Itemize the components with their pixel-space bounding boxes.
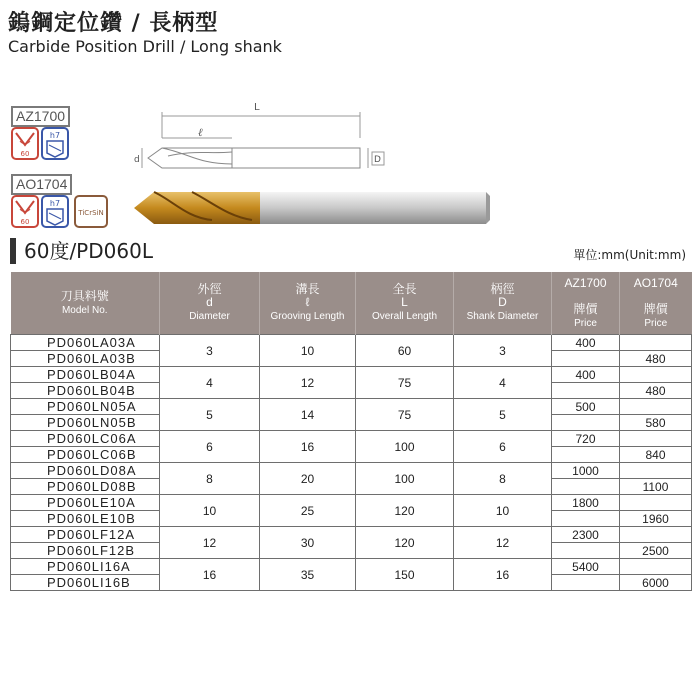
table-header-row bbox=[11, 272, 692, 335]
header-overall-length: 全長 L Overall Length bbox=[356, 272, 454, 335]
model-cell: PD060LE10B bbox=[11, 511, 160, 527]
az1700-price-cell: 720 bbox=[552, 431, 620, 447]
header-diameter: 外徑 d Diameter bbox=[160, 272, 260, 335]
table-row bbox=[11, 367, 692, 383]
diameter-cell: 10 bbox=[160, 495, 260, 527]
table-row bbox=[11, 399, 692, 415]
shank-diameter-cell: 10 bbox=[454, 495, 552, 527]
empty-cell bbox=[620, 463, 692, 479]
tolerance-icon bbox=[42, 196, 68, 227]
table-row bbox=[11, 559, 692, 575]
overall-length-cell: 100 bbox=[356, 463, 454, 495]
series-badge-ao1704: AO1704 bbox=[11, 174, 72, 195]
section-title: 60度/PD060L bbox=[24, 239, 153, 263]
empty-cell bbox=[620, 495, 692, 511]
model-cell: PD060LB04B bbox=[11, 383, 160, 399]
header-model: 刀具料號 Model No. bbox=[11, 272, 160, 335]
diameter-cell: 8 bbox=[160, 463, 260, 495]
overall-length-cell: 75 bbox=[356, 367, 454, 399]
az1700-price-cell: 2300 bbox=[552, 527, 620, 543]
model-cell: PD060LF12B bbox=[11, 543, 160, 559]
label-overall-length: L bbox=[254, 102, 260, 113]
az1700-price-cell: 400 bbox=[552, 335, 620, 351]
overall-length-cell: 120 bbox=[356, 495, 454, 527]
model-cell: PD060LC06B bbox=[11, 447, 160, 463]
svg-text:TiCrSiN: TiCrSiN bbox=[78, 209, 104, 217]
model-cell: PD060LD08A bbox=[11, 463, 160, 479]
ao1704-price-cell: 480 bbox=[620, 383, 692, 399]
model-cell: PD060LF12A bbox=[11, 527, 160, 543]
svg-text:60: 60 bbox=[20, 218, 30, 226]
empty-cell bbox=[620, 399, 692, 415]
label-grooving-length: ℓ bbox=[198, 126, 203, 139]
header-az1700-price: AZ1700 牌價 Price bbox=[552, 272, 620, 335]
section-marker bbox=[10, 238, 16, 264]
label-diameter: d bbox=[134, 155, 140, 165]
model-cell: PD060LI16B bbox=[11, 575, 160, 591]
shank-diameter-cell: 16 bbox=[454, 559, 552, 591]
empty-cell bbox=[552, 351, 620, 367]
overall-length-cell: 75 bbox=[356, 399, 454, 431]
point-angle-icon bbox=[12, 196, 38, 227]
shank-diameter-cell: 6 bbox=[454, 431, 552, 463]
grooving-length-cell: 20 bbox=[260, 463, 356, 495]
empty-cell bbox=[620, 527, 692, 543]
empty-cell bbox=[552, 511, 620, 527]
ao1704-price-cell: 6000 bbox=[620, 575, 692, 591]
header-shank-diameter: 柄徑 D Shank Diameter bbox=[454, 272, 552, 335]
empty-cell bbox=[552, 415, 620, 431]
ao1704-price-cell: 580 bbox=[620, 415, 692, 431]
empty-cell bbox=[552, 447, 620, 463]
grooving-length-cell: 35 bbox=[260, 559, 356, 591]
overall-length-cell: 60 bbox=[356, 335, 454, 367]
unit-note: 單位:mm(Unit:mm) bbox=[573, 248, 686, 262]
diameter-cell: 5 bbox=[160, 399, 260, 431]
model-cell: PD060LN05B bbox=[11, 415, 160, 431]
drill-line-drawing bbox=[128, 98, 398, 182]
coating-icon bbox=[75, 196, 107, 227]
ao1704-price-cell: 840 bbox=[620, 447, 692, 463]
table-row bbox=[11, 495, 692, 511]
label-shank-diameter: D bbox=[374, 155, 381, 165]
header-grooving-length: 溝長 ℓ Grooving Length bbox=[260, 272, 356, 335]
svg-text:h7: h7 bbox=[49, 131, 61, 140]
empty-cell bbox=[620, 335, 692, 351]
ao1704-spec-icons bbox=[11, 195, 109, 233]
page-subtitle: Carbide Position Drill / Long shank bbox=[8, 37, 282, 56]
model-cell: PD060LI16A bbox=[11, 559, 160, 575]
az1700-spec-icons bbox=[11, 127, 71, 165]
shank-diameter-cell: 5 bbox=[454, 399, 552, 431]
az1700-price-cell: 1000 bbox=[552, 463, 620, 479]
az1700-price-cell: 500 bbox=[552, 399, 620, 415]
diameter-cell: 3 bbox=[160, 335, 260, 367]
grooving-length-cell: 12 bbox=[260, 367, 356, 399]
diameter-cell: 12 bbox=[160, 527, 260, 559]
series-badge-az1700: AZ1700 bbox=[11, 106, 70, 127]
az1700-price-cell: 400 bbox=[552, 367, 620, 383]
grooving-length-cell: 10 bbox=[260, 335, 356, 367]
empty-cell bbox=[552, 575, 620, 591]
grooving-length-cell: 16 bbox=[260, 431, 356, 463]
shank-diameter-cell: 3 bbox=[454, 335, 552, 367]
table-row bbox=[11, 463, 692, 479]
spec-table bbox=[10, 272, 692, 591]
table-row bbox=[11, 335, 692, 351]
table-row bbox=[11, 431, 692, 447]
model-cell: PD060LD08B bbox=[11, 479, 160, 495]
grooving-length-cell: 14 bbox=[260, 399, 356, 431]
tolerance-icon bbox=[42, 128, 68, 159]
overall-length-cell: 120 bbox=[356, 527, 454, 559]
ao1704-price-cell: 1100 bbox=[620, 479, 692, 495]
model-cell: PD060LC06A bbox=[11, 431, 160, 447]
diameter-cell: 4 bbox=[160, 367, 260, 399]
az1700-price-cell: 5400 bbox=[552, 559, 620, 575]
svg-text:h7: h7 bbox=[49, 199, 61, 208]
ao1704-price-cell: 2500 bbox=[620, 543, 692, 559]
point-angle-icon bbox=[12, 128, 38, 159]
ao1704-price-cell: 1960 bbox=[620, 511, 692, 527]
model-cell: PD060LE10A bbox=[11, 495, 160, 511]
model-cell: PD060LB04A bbox=[11, 367, 160, 383]
shank-diameter-cell: 12 bbox=[454, 527, 552, 559]
model-cell: PD060LA03A bbox=[11, 335, 160, 351]
drill-product-image bbox=[132, 190, 492, 230]
overall-length-cell: 100 bbox=[356, 431, 454, 463]
ao1704-price-cell: 480 bbox=[620, 351, 692, 367]
empty-cell bbox=[552, 479, 620, 495]
table-row bbox=[11, 527, 692, 543]
empty-cell bbox=[620, 367, 692, 383]
az1700-price-cell: 1800 bbox=[552, 495, 620, 511]
page-title: 鎢鋼定位鑽 / 長柄型 bbox=[8, 11, 219, 36]
shank-diameter-cell: 4 bbox=[454, 367, 552, 399]
header-ao1704-price: AO1704 牌價 Price bbox=[620, 272, 692, 335]
grooving-length-cell: 25 bbox=[260, 495, 356, 527]
model-cell: PD060LA03B bbox=[11, 351, 160, 367]
diameter-cell: 16 bbox=[160, 559, 260, 591]
shank-diameter-cell: 8 bbox=[454, 463, 552, 495]
empty-cell bbox=[552, 543, 620, 559]
diameter-cell: 6 bbox=[160, 431, 260, 463]
empty-cell bbox=[552, 383, 620, 399]
overall-length-cell: 150 bbox=[356, 559, 454, 591]
svg-text:60: 60 bbox=[20, 150, 30, 158]
model-cell: PD060LN05A bbox=[11, 399, 160, 415]
empty-cell bbox=[620, 431, 692, 447]
empty-cell bbox=[620, 559, 692, 575]
grooving-length-cell: 30 bbox=[260, 527, 356, 559]
